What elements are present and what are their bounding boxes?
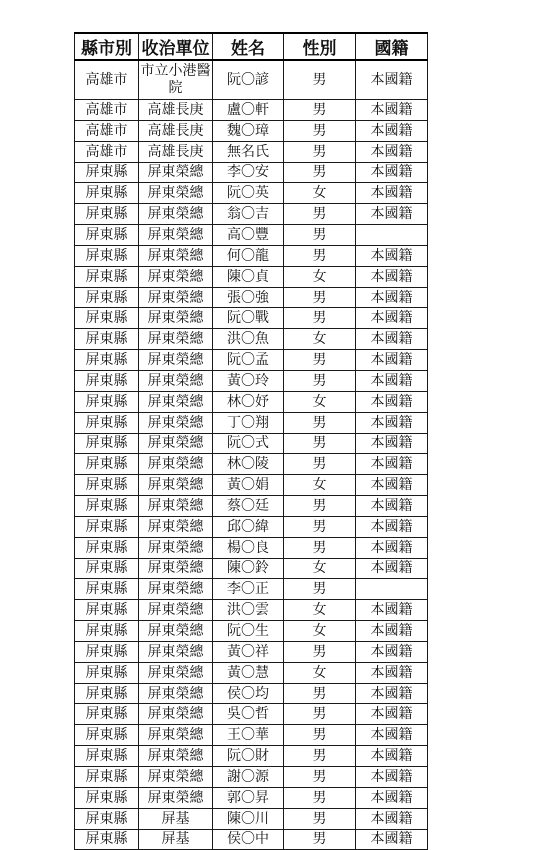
cell-hospital: 屏東榮總 [139,683,213,704]
cell-sex: 男 [284,350,356,371]
table-row [75,412,428,433]
table-row [75,475,428,496]
cell-sex: 男 [284,725,356,746]
cell-hospital: 屏東榮總 [139,475,213,496]
cell-county: 屏東縣 [75,829,139,850]
cell-sex: 男 [284,641,356,662]
cell-nationality: 本國籍 [356,162,428,183]
cell-hospital: 高雄長庚 [139,141,213,162]
cell-county: 屏東縣 [75,767,139,788]
cell-hospital: 屏基 [139,829,213,850]
cell-sex: 男 [284,412,356,433]
table-row [75,266,428,287]
cell-nationality: 本國籍 [356,537,428,558]
cell-sex: 女 [284,391,356,412]
cell-nationality: 本國籍 [356,496,428,517]
cell-name: 林〇陵 [213,454,284,475]
cell-county: 屏東縣 [75,621,139,642]
cell-county: 屏東縣 [75,370,139,391]
cell-name: 阮〇孟 [213,350,284,371]
cell-hospital: 高雄長庚 [139,100,213,121]
cell-nationality: 本國籍 [356,662,428,683]
cell-nationality: 本國籍 [356,516,428,537]
cell-sex: 女 [284,266,356,287]
cell-hospital: 屏東榮總 [139,204,213,225]
cell-hospital [139,60,213,100]
cell-nationality: 本國籍 [356,725,428,746]
cell-hospital: 屏東榮總 [139,183,213,204]
cell-nationality: 本國籍 [356,600,428,621]
cell-sex: 男 [284,245,356,266]
table-row [75,162,428,183]
cell-county: 屏東縣 [75,266,139,287]
table-row [75,558,428,579]
cell-county: 屏東縣 [75,350,139,371]
cell-hospital: 屏東榮總 [139,537,213,558]
cell-hospital-text: 市立小港醫院 [140,63,211,96]
cell-sex: 男 [284,454,356,475]
cell-hospital: 屏東榮總 [139,516,213,537]
cell-hospital: 屏東榮總 [139,433,213,454]
cell-county: 屏東縣 [75,808,139,829]
cell-name: 丁〇翔 [213,412,284,433]
cell-sex: 男 [284,225,356,246]
cell-nationality: 本國籍 [356,370,428,391]
cell-nationality: 本國籍 [356,829,428,850]
cell-hospital: 屏東榮總 [139,454,213,475]
cell-name: 翁〇吉 [213,204,284,225]
cell-hospital: 屏東榮總 [139,329,213,350]
cell-sex: 男 [284,787,356,808]
cell-county: 屏東縣 [75,245,139,266]
cell-county: 屏東縣 [75,496,139,517]
cell-name: 無名氏 [213,141,284,162]
cell-county: 屏東縣 [75,433,139,454]
cell-county: 屏東縣 [75,391,139,412]
cell-sex: 女 [284,662,356,683]
cell-sex: 男 [284,767,356,788]
cell-county: 屏東縣 [75,475,139,496]
cell-name: 王〇華 [213,725,284,746]
table-row [75,579,428,600]
header-sex: 性別 [284,33,356,60]
cell-county: 屏東縣 [75,204,139,225]
cell-nationality: 本國籍 [356,641,428,662]
cell-sex: 男 [284,537,356,558]
cell-sex: 女 [284,329,356,350]
cell-sex: 男 [284,162,356,183]
cell-county: 屏東縣 [75,683,139,704]
cell-nationality: 本國籍 [356,787,428,808]
cell-county: 高雄市 [75,100,139,121]
cell-hospital: 屏基 [139,808,213,829]
cell-name: 阮〇戰 [213,308,284,329]
cell-sex: 男 [284,308,356,329]
cell-name: 魏〇璋 [213,120,284,141]
table-row [75,370,428,391]
cell-county: 屏東縣 [75,579,139,600]
cell-hospital: 屏東榮總 [139,162,213,183]
cell-name: 陳〇川 [213,808,284,829]
table-row [75,537,428,558]
table-row [75,829,428,850]
cell-hospital: 屏東榮總 [139,370,213,391]
cell-nationality: 本國籍 [356,433,428,454]
cell-name: 張〇強 [213,287,284,308]
cell-sex: 男 [284,287,356,308]
cell-sex: 男 [284,829,356,850]
cell-nationality: 本國籍 [356,454,428,475]
cell-sex: 男 [284,683,356,704]
cell-name: 侯〇中 [213,829,284,850]
cell-sex: 男 [284,704,356,725]
cell-name: 楊〇良 [213,537,284,558]
table-row [75,704,428,725]
cell-hospital: 高雄長庚 [139,120,213,141]
table-body [75,60,428,850]
cell-name: 李〇正 [213,579,284,600]
cell-hospital: 屏東榮總 [139,287,213,308]
cell-county: 屏東縣 [75,454,139,475]
header-nationality: 國籍 [356,33,428,60]
cell-nationality [356,579,428,600]
cell-nationality: 本國籍 [356,266,428,287]
cell-nationality: 本國籍 [356,287,428,308]
table-row [75,600,428,621]
cell-name: 盧〇軒 [213,100,284,121]
table-row [75,245,428,266]
cell-nationality: 本國籍 [356,245,428,266]
cell-hospital: 屏東榮總 [139,725,213,746]
table-row [75,350,428,371]
cell-nationality: 本國籍 [356,808,428,829]
cell-county: 屏東縣 [75,600,139,621]
cell-county: 屏東縣 [75,287,139,308]
cell-county: 屏東縣 [75,412,139,433]
cell-sex: 女 [284,600,356,621]
cell-name: 高〇豐 [213,225,284,246]
cell-nationality: 本國籍 [356,100,428,121]
table-row [75,287,428,308]
cell-nationality: 本國籍 [356,60,428,100]
cell-name: 黃〇祥 [213,641,284,662]
cell-name: 蔡〇廷 [213,496,284,517]
table-row [75,329,428,350]
cell-sex: 男 [284,141,356,162]
cell-name: 陳〇貞 [213,266,284,287]
cell-nationality: 本國籍 [356,350,428,371]
cell-hospital: 屏東榮總 [139,704,213,725]
cell-hospital: 屏東榮總 [139,787,213,808]
cell-hospital: 屏東榮總 [139,391,213,412]
header-row [75,33,428,60]
cell-name: 邱〇緯 [213,516,284,537]
cell-name: 謝〇源 [213,767,284,788]
cell-name: 李〇安 [213,162,284,183]
table-row [75,787,428,808]
table-row [75,496,428,517]
cell-county: 屏東縣 [75,704,139,725]
cell-county: 屏東縣 [75,641,139,662]
table-row [75,516,428,537]
table-row [75,433,428,454]
table-row [75,725,428,746]
table-row [75,391,428,412]
cell-sex: 男 [284,204,356,225]
table-row [75,225,428,246]
table-row [75,308,428,329]
cell-hospital: 屏東榮總 [139,266,213,287]
cell-name: 吳〇哲 [213,704,284,725]
table-row [75,662,428,683]
cell-hospital: 屏東榮總 [139,600,213,621]
cell-hospital: 屏東榮總 [139,662,213,683]
cell-sex: 女 [284,475,356,496]
cell-sex: 男 [284,496,356,517]
cell-sex: 男 [284,579,356,600]
cell-nationality: 本國籍 [356,183,428,204]
cell-sex: 女 [284,183,356,204]
cell-county: 屏東縣 [75,558,139,579]
cell-hospital: 屏東榮總 [139,558,213,579]
table-row [75,641,428,662]
cell-nationality: 本國籍 [356,621,428,642]
cell-name: 郭〇昇 [213,787,284,808]
header-hospital: 收治單位 [139,33,213,60]
cell-county: 屏東縣 [75,516,139,537]
patient-table [74,32,428,850]
cell-nationality: 本國籍 [356,141,428,162]
cell-name: 阮〇英 [213,183,284,204]
cell-sex: 男 [284,808,356,829]
table-row [75,60,428,100]
table-row [75,120,428,141]
cell-sex: 男 [284,120,356,141]
table-row [75,683,428,704]
cell-name: 阮〇式 [213,433,284,454]
cell-sex: 男 [284,100,356,121]
cell-hospital: 屏東榮總 [139,579,213,600]
cell-county: 屏東縣 [75,183,139,204]
cell-sex: 男 [284,60,356,100]
table-row [75,454,428,475]
cell-hospital: 屏東榮總 [139,641,213,662]
table-row [75,767,428,788]
cell-sex: 男 [284,516,356,537]
cell-name: 黃〇慧 [213,662,284,683]
cell-name: 阮〇生 [213,621,284,642]
cell-name: 洪〇魚 [213,329,284,350]
cell-sex: 男 [284,746,356,767]
table-row [75,100,428,121]
cell-name: 黃〇娟 [213,475,284,496]
cell-sex: 男 [284,370,356,391]
cell-hospital: 屏東榮總 [139,621,213,642]
cell-hospital: 屏東榮總 [139,245,213,266]
cell-hospital: 屏東榮總 [139,746,213,767]
cell-name: 黃〇玲 [213,370,284,391]
cell-nationality: 本國籍 [356,704,428,725]
table-row [75,621,428,642]
cell-nationality: 本國籍 [356,204,428,225]
cell-nationality: 本國籍 [356,329,428,350]
cell-hospital: 屏東榮總 [139,767,213,788]
cell-hospital: 屏東榮總 [139,412,213,433]
cell-county: 屏東縣 [75,746,139,767]
cell-sex: 女 [284,621,356,642]
cell-name: 阮〇財 [213,746,284,767]
cell-nationality: 本國籍 [356,767,428,788]
cell-nationality: 本國籍 [356,558,428,579]
cell-name: 何〇龍 [213,245,284,266]
cell-name: 陳〇鈴 [213,558,284,579]
cell-name: 侯〇均 [213,683,284,704]
cell-name: 阮〇諺 [213,60,284,100]
table-row [75,204,428,225]
cell-county: 屏東縣 [75,725,139,746]
cell-county: 高雄市 [75,141,139,162]
cell-hospital: 屏東榮總 [139,496,213,517]
cell-nationality: 本國籍 [356,308,428,329]
cell-county: 屏東縣 [75,662,139,683]
table-row [75,141,428,162]
cell-name: 林〇妤 [213,391,284,412]
cell-nationality: 本國籍 [356,683,428,704]
cell-county: 屏東縣 [75,787,139,808]
table-row [75,808,428,829]
cell-nationality: 本國籍 [356,746,428,767]
header-name: 姓名 [213,33,284,60]
header-county: 縣市別 [75,33,139,60]
cell-sex: 女 [284,558,356,579]
table-row [75,183,428,204]
cell-hospital: 屏東榮總 [139,225,213,246]
cell-county: 高雄市 [75,120,139,141]
cell-hospital: 屏東榮總 [139,308,213,329]
cell-nationality: 本國籍 [356,412,428,433]
cell-county: 高雄市 [75,60,139,100]
cell-nationality: 本國籍 [356,120,428,141]
cell-nationality: 本國籍 [356,391,428,412]
table-row [75,746,428,767]
cell-county: 屏東縣 [75,537,139,558]
cell-county: 屏東縣 [75,225,139,246]
cell-sex: 男 [284,433,356,454]
cell-nationality [356,225,428,246]
cell-hospital: 屏東榮總 [139,350,213,371]
cell-name: 洪〇雲 [213,600,284,621]
cell-county: 屏東縣 [75,308,139,329]
cell-county: 屏東縣 [75,162,139,183]
cell-nationality: 本國籍 [356,475,428,496]
cell-county: 屏東縣 [75,329,139,350]
